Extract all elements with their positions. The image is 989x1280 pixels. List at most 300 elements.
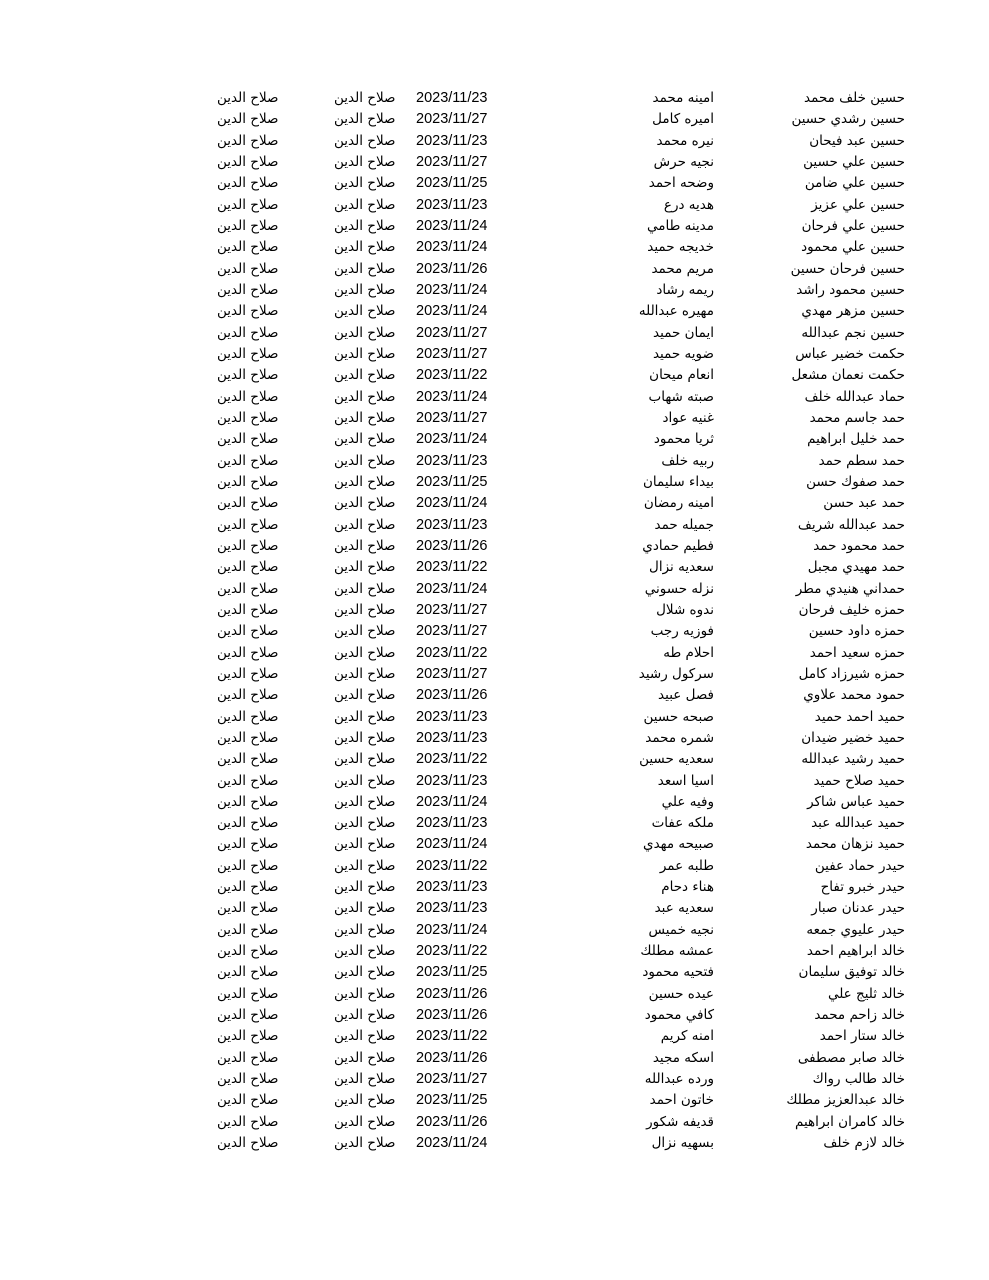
city-cell: صلاح الدين [334,601,396,618]
person-name: خالد لازم خلف [823,1135,905,1152]
region-cell: صلاح الدين [217,345,279,362]
date-cell: 2023/11/23 [416,132,488,149]
region-cell: صلاح الدين [217,495,279,512]
region-cell: صلاح الدين [217,303,279,320]
table-row [0,173,989,194]
person-name: حسين فرحان حسين [790,260,905,277]
date-cell: 2023/11/23 [416,772,488,789]
city-cell: صلاح الدين [334,303,396,320]
date-cell: 2023/11/23 [416,516,488,533]
person-name: حسين علي فرحان [801,217,905,234]
mother-name: ثريا محمود [653,431,714,448]
date-cell: 2023/11/24 [416,580,488,597]
person-name: حميد احمد حميد [814,708,905,725]
table-row [0,600,989,621]
city-cell: صلاح الدين [334,879,396,896]
mother-name: ربيه خلف [661,452,714,469]
table-row [0,195,989,216]
person-name: حسين علي عزيز [811,196,905,213]
mother-name: اسيا اسعد [657,772,714,789]
region-cell: صلاح الدين [217,111,279,128]
region-cell: صلاح الدين [217,836,279,853]
city-cell: صلاح الدين [334,409,396,426]
city-cell: صلاح الدين [334,495,396,512]
person-name: حيدر عليوي جمعه [806,921,905,938]
mother-name: صبته شهاب [648,388,714,405]
table-row [0,898,989,919]
region-cell: صلاح الدين [217,921,279,938]
mother-name: خديجه حميد [647,239,714,256]
region-cell: صلاح الدين [217,1113,279,1130]
date-cell: 2023/11/26 [416,260,488,277]
table-row [0,728,989,749]
city-cell: صلاح الدين [334,473,396,490]
person-name: حسين مزهر مهدي [801,303,905,320]
date-cell: 2023/11/24 [416,239,488,256]
mother-name: نيره محمد [656,132,714,149]
person-name: حمد عبدالله شريف [797,516,905,533]
table-row [0,216,989,237]
city-cell: صلاح الدين [334,900,396,917]
person-name: خالد ستار احمد [819,1028,905,1045]
mother-name: كافي محمود [644,1007,714,1024]
date-cell: 2023/11/27 [416,1071,488,1088]
date-cell: 2023/11/23 [416,196,488,213]
mother-name: ورده عبدالله [644,1071,714,1088]
mother-name: طلبه عمر [659,857,714,874]
mother-name: امنه كريم [660,1028,714,1045]
region-cell: صلاح الدين [217,601,279,618]
table-row [0,1069,989,1090]
city-cell: صلاح الدين [334,1049,396,1066]
person-name: خالد طالب رواك [812,1071,905,1088]
region-cell: صلاح الدين [217,815,279,832]
table-row [0,962,989,983]
mother-name: اسكه مجيد [652,1049,714,1066]
date-cell: 2023/11/24 [416,836,488,853]
city-cell: صلاح الدين [334,260,396,277]
person-name: حميد خضير ضيدان [801,729,905,746]
date-cell: 2023/11/22 [416,943,488,960]
mother-name: نجيه حرش [653,153,714,170]
person-name: حمد صفوك حسن [806,473,905,490]
mother-name: مهيره عبدالله [638,303,714,320]
table-row [0,877,989,898]
person-name: حمزه داود حسين [808,623,905,640]
person-name: حمد مهيدي مجبل [807,559,905,576]
mother-name: وفيه علي [661,793,714,810]
table-row [0,685,989,706]
person-name: حمد سطم حمد [818,452,905,469]
date-cell: 2023/11/24 [416,921,488,938]
table-row [0,1026,989,1047]
mother-name: عيده حسين [648,985,714,1002]
city-cell: صلاح الدين [334,175,396,192]
city-cell: صلاح الدين [334,367,396,384]
table-row [0,1005,989,1026]
mother-name: امينه رمضان [643,495,714,512]
city-cell: صلاح الدين [334,111,396,128]
date-cell: 2023/11/23 [416,708,488,725]
date-cell: 2023/11/27 [416,111,488,128]
person-name: حسين نجم عبدالله [801,324,905,341]
date-cell: 2023/11/22 [416,644,488,661]
city-cell: صلاح الدين [334,324,396,341]
region-cell: صلاح الدين [217,217,279,234]
table-row [0,984,989,1005]
city-cell: صلاح الدين [334,751,396,768]
person-name: خالد ثليج علي [827,985,905,1002]
mother-name: فصل عبيد [658,687,714,704]
table-row [0,451,989,472]
date-cell: 2023/11/25 [416,473,488,490]
city-cell: صلاح الدين [334,985,396,1002]
region-cell: صلاح الدين [217,1135,279,1152]
mother-name: ايمان حميد [653,324,714,341]
region-cell: صلاح الدين [217,367,279,384]
table-row [0,792,989,813]
date-cell: 2023/11/26 [416,1049,488,1066]
table-row [0,280,989,301]
table-row [0,749,989,770]
mother-name: شمره محمد [645,729,714,746]
person-name: حمداني هنيدي مطر [795,580,905,597]
region-cell: صلاح الدين [217,708,279,725]
city-cell: صلاح الدين [334,857,396,874]
mother-name: صبيحه مهدي [643,836,714,853]
city-cell: صلاح الدين [334,217,396,234]
person-name: حسين علي محمود [801,239,905,256]
city-cell: صلاح الدين [334,1092,396,1109]
person-name: حمود محمد علاوي [803,687,905,704]
person-name: خالد عبدالعزيز مطلك [786,1092,905,1109]
mother-name: اميره كامل [652,111,714,128]
table-row [0,1133,989,1154]
person-name: حميد نزهان محمد [805,836,905,853]
mother-name: غنيه عواد [662,409,714,426]
city-cell: صلاح الدين [334,687,396,704]
region-cell: صلاح الدين [217,644,279,661]
date-cell: 2023/11/23 [416,815,488,832]
region-cell: صلاح الدين [217,409,279,426]
region-cell: صلاح الدين [217,281,279,298]
person-name: خالد توفيق سليمان [798,964,905,981]
region-cell: صلاح الدين [217,900,279,917]
table-row [0,771,989,792]
region-cell: صلاح الدين [217,388,279,405]
region-cell: صلاح الدين [217,1007,279,1024]
table-row [0,920,989,941]
city-cell: صلاح الدين [334,836,396,853]
mother-name: نزله حسوني [644,580,714,597]
city-cell: صلاح الدين [334,239,396,256]
region-cell: صلاح الدين [217,964,279,981]
person-name: حكمت خضير عباس [795,345,905,362]
person-name: حيدر خبرو تفاح [820,879,905,896]
records-table [0,88,989,1154]
date-cell: 2023/11/26 [416,1007,488,1024]
table-row [0,813,989,834]
region-cell: صلاح الدين [217,516,279,533]
person-name: حسين خلف محمد [804,90,905,106]
mother-name: جميله حمد [654,516,714,533]
date-cell: 2023/11/26 [416,1113,488,1130]
region-cell: صلاح الدين [217,665,279,682]
table-row [0,1048,989,1069]
mother-name: قديفه شكور [646,1113,714,1130]
table-row [0,515,989,536]
person-name: حيدر حماد عفين [814,857,905,874]
mother-name: عمشه مطلك [640,943,714,960]
table-row [0,621,989,642]
table-row [0,237,989,258]
mother-name: صبحه حسين [643,708,714,725]
mother-name: مريم محمد [651,260,714,277]
table-row [0,707,989,728]
city-cell: صلاح الدين [334,452,396,469]
mother-name: سعديه نزال [649,559,714,576]
mother-name: سعديه حسين [639,751,714,768]
city-cell: صلاح الدين [334,90,396,106]
date-cell: 2023/11/27 [416,345,488,362]
city-cell: صلاح الدين [334,772,396,789]
person-name: خالد زاحم محمد [814,1007,905,1024]
person-name: حميد رشيد عبدالله [801,751,905,768]
person-name: حسين رشدي حسين [791,111,905,128]
mother-name: بيداء سليمان [643,473,714,490]
city-cell: صلاح الدين [334,665,396,682]
person-name: حسين علي ضامن [804,175,905,192]
table-row [0,301,989,322]
city-cell: صلاح الدين [334,644,396,661]
mother-name: ملكه عفات [651,815,714,832]
person-name: حميد صلاح حميد [813,772,905,789]
date-cell: 2023/11/24 [416,495,488,512]
person-name: حمد جاسم محمد [809,409,905,426]
mother-name: مدينه طامي [646,217,714,234]
person-name: حمد عبد حسن [823,495,905,512]
mother-name: وضحه احمد [648,175,714,192]
date-cell: 2023/11/25 [416,964,488,981]
table-row [0,152,989,173]
city-cell: صلاح الدين [334,943,396,960]
date-cell: 2023/11/22 [416,559,488,576]
city-cell: صلاح الدين [334,623,396,640]
date-cell: 2023/11/27 [416,601,488,618]
date-cell: 2023/11/23 [416,729,488,746]
table-row [0,387,989,408]
region-cell: صلاح الدين [217,857,279,874]
table-row [0,259,989,280]
region-cell: صلاح الدين [217,132,279,149]
region-cell: صلاح الدين [217,473,279,490]
table-row [0,408,989,429]
table-row [0,493,989,514]
region-cell: صلاح الدين [217,559,279,576]
region-cell: صلاح الدين [217,452,279,469]
region-cell: صلاح الدين [217,943,279,960]
person-name: خالد ابراهيم احمد [806,943,905,960]
date-cell: 2023/11/22 [416,1028,488,1045]
city-cell: صلاح الدين [334,580,396,597]
city-cell: صلاح الدين [334,1135,396,1152]
mother-name: نجيه خميس [648,921,714,938]
date-cell: 2023/11/26 [416,537,488,554]
city-cell: صلاح الدين [334,964,396,981]
region-cell: صلاح الدين [217,239,279,256]
person-name: حماد عبدالله خلف [804,388,905,405]
city-cell: صلاح الدين [334,921,396,938]
region-cell: صلاح الدين [217,879,279,896]
mother-name: احلام طه [663,644,714,661]
date-cell: 2023/11/23 [416,879,488,896]
person-name: حمزه سعيد احمد [809,644,905,661]
region-cell: صلاح الدين [217,175,279,192]
region-cell: صلاح الدين [217,793,279,810]
table-row [0,856,989,877]
city-cell: صلاح الدين [334,132,396,149]
region-cell: صلاح الدين [217,1049,279,1066]
city-cell: صلاح الدين [334,559,396,576]
date-cell: 2023/11/24 [416,303,488,320]
date-cell: 2023/11/23 [416,90,488,106]
region-cell: صلاح الدين [217,1071,279,1088]
region-cell: صلاح الدين [217,729,279,746]
date-cell: 2023/11/27 [416,623,488,640]
mother-name: فتحيه محمود [642,964,714,981]
date-cell: 2023/11/23 [416,452,488,469]
person-name: حسين عبد فيحان [809,132,905,149]
region-cell: صلاح الدين [217,1092,279,1109]
table-row [0,472,989,493]
region-cell: صلاح الدين [217,153,279,170]
person-name: حميد عباس شاكر [807,793,905,810]
region-cell: صلاح الدين [217,196,279,213]
table-row [0,323,989,344]
mother-name: سركول رشيد [638,665,714,682]
city-cell: صلاح الدين [334,708,396,725]
table-row [0,941,989,962]
city-cell: صلاح الدين [334,729,396,746]
date-cell: 2023/11/26 [416,985,488,1002]
mother-name: هديه درع [663,196,714,213]
region-cell: صلاح الدين [217,751,279,768]
person-name: حمزه شيرزاد كامل [798,665,905,682]
region-cell: صلاح الدين [217,537,279,554]
mother-name: انعام ميحان [649,367,714,384]
table-row [0,109,989,130]
mother-name: ضويه حميد [652,345,714,362]
city-cell: صلاح الدين [334,1007,396,1024]
person-name: حمد محمود حمد [813,537,905,554]
date-cell: 2023/11/24 [416,281,488,298]
date-cell: 2023/11/23 [416,900,488,917]
region-cell: صلاح الدين [217,772,279,789]
region-cell: صلاح الدين [217,90,279,106]
city-cell: صلاح الدين [334,388,396,405]
region-cell: صلاح الدين [217,985,279,1002]
date-cell: 2023/11/25 [416,1092,488,1109]
person-name: حمزه خليف فرحان [798,601,905,618]
date-cell: 2023/11/25 [416,175,488,192]
table-row [0,1090,989,1111]
table-row [0,365,989,386]
date-cell: 2023/11/22 [416,367,488,384]
city-cell: صلاح الدين [334,815,396,832]
mother-name: امينه محمد [652,90,714,106]
table-row [0,536,989,557]
table-row [0,344,989,365]
region-cell: صلاح الدين [217,260,279,277]
region-cell: صلاح الدين [217,687,279,704]
date-cell: 2023/11/24 [416,1135,488,1152]
person-name: خالد كامران ابراهيم [794,1113,905,1130]
mother-name: ندوه شلال [656,601,714,618]
city-cell: صلاح الدين [334,281,396,298]
city-cell: صلاح الدين [334,153,396,170]
person-name: حسين علي حسين [803,153,905,170]
mother-name: بسهيه نزال [651,1135,714,1152]
date-cell: 2023/11/22 [416,857,488,874]
mother-name: فطيم حمادي [642,537,714,554]
table-row [0,131,989,152]
person-name: حمد خليل ابراهيم [807,431,905,448]
city-cell: صلاح الدين [334,345,396,362]
date-cell: 2023/11/27 [416,409,488,426]
city-cell: صلاح الدين [334,196,396,213]
city-cell: صلاح الدين [334,431,396,448]
table-row [0,557,989,578]
table-row [0,834,989,855]
mother-name: هناء دحام [661,879,714,896]
table-row [0,643,989,664]
date-cell: 2023/11/27 [416,665,488,682]
mother-name: ريمه رشاد [656,281,714,298]
table-row [0,579,989,600]
person-name: حيدر عدنان صبار [811,900,905,917]
person-name: حميد عبدالله عبد [811,815,905,832]
date-cell: 2023/11/24 [416,793,488,810]
mother-name: فوزيه رجب [650,623,714,640]
region-cell: صلاح الدين [217,623,279,640]
table-row [0,664,989,685]
date-cell: 2023/11/27 [416,153,488,170]
date-cell: 2023/11/27 [416,324,488,341]
person-name: حكمت نعمان مشعل [791,367,905,384]
region-cell: صلاح الدين [217,580,279,597]
date-cell: 2023/11/24 [416,431,488,448]
region-cell: صلاح الدين [217,1028,279,1045]
city-cell: صلاح الدين [334,1113,396,1130]
city-cell: صلاح الدين [334,537,396,554]
table-row [0,88,989,109]
city-cell: صلاح الدين [334,1071,396,1088]
person-name: خالد صابر مصطفى [797,1049,905,1066]
date-cell: 2023/11/24 [416,388,488,405]
date-cell: 2023/11/26 [416,687,488,704]
mother-name: خاتون احمد [649,1092,714,1109]
city-cell: صلاح الدين [334,793,396,810]
table-row [0,429,989,450]
date-cell: 2023/11/24 [416,217,488,234]
region-cell: صلاح الدين [217,324,279,341]
city-cell: صلاح الدين [334,1028,396,1045]
mother-name: سعديه عبد [654,900,714,917]
region-cell: صلاح الدين [217,431,279,448]
city-cell: صلاح الدين [334,516,396,533]
person-name: حسين محمود راشد [796,281,905,298]
date-cell: 2023/11/22 [416,751,488,768]
